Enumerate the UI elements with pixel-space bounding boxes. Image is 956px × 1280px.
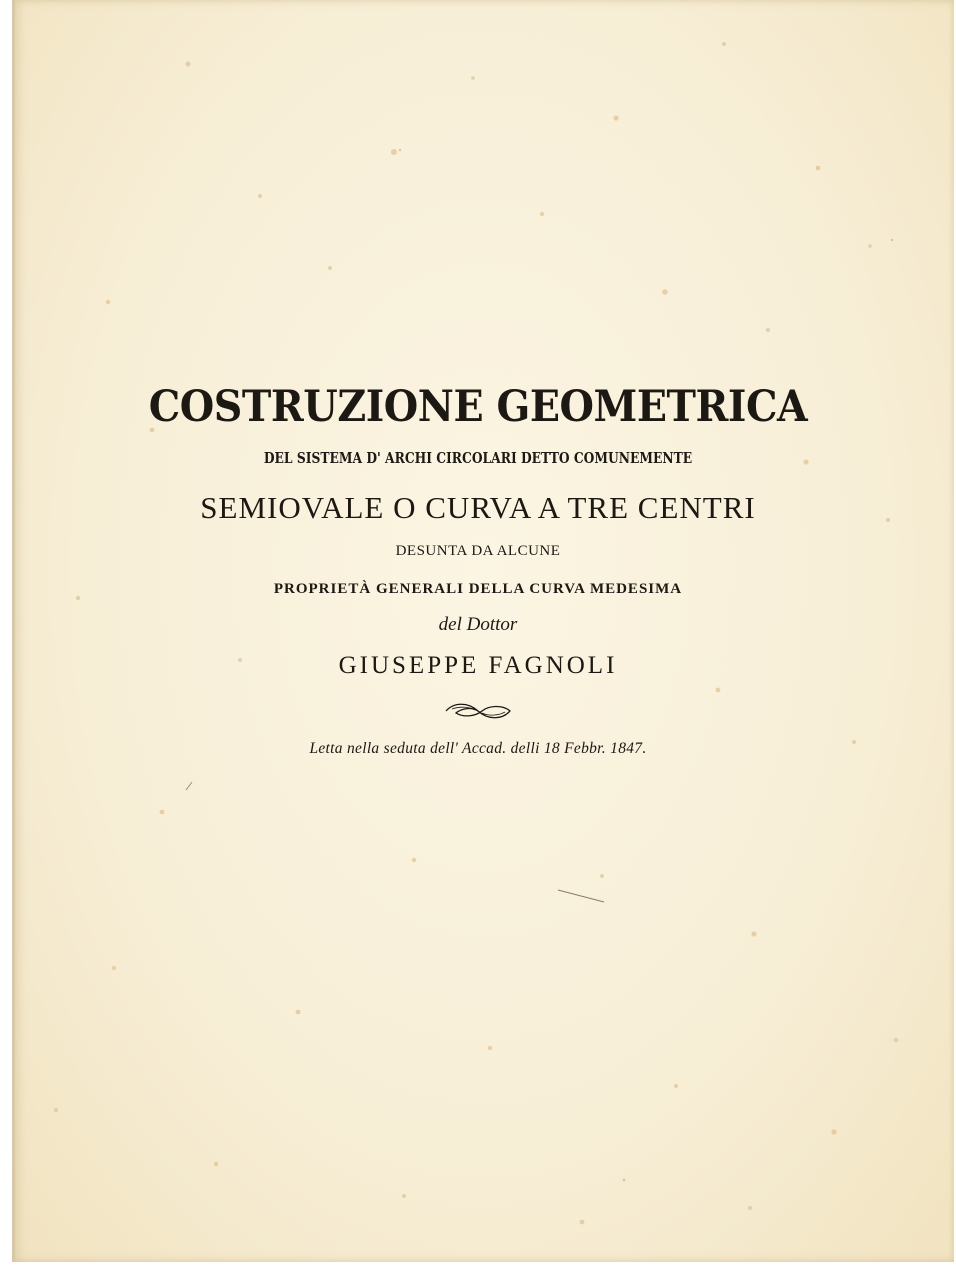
subtitle-line-1: DEL SISTEMA D' ARCHI CIRCOLARI DETTO COMUNEMENTE <box>263 449 693 467</box>
subtitle-line-2: SEMIOVALE O CURVA A TRE CENTRI <box>200 490 756 525</box>
subtitle-line-3: DESUNTA DA ALCUNE <box>395 543 561 559</box>
reading-note: Letta nella seduta dell' Accad. delli 18 Febbr. 1847. <box>309 740 647 757</box>
byline: del Dottor <box>438 614 518 635</box>
subtitle-line-4: PROPRIETÀ GENERALI DELLA CURVA MEDESIMA <box>273 581 683 597</box>
flourish-ornament-icon <box>442 698 514 724</box>
main-title: COSTRUZIONE GEOMETRICA <box>148 382 808 432</box>
title-block <box>0 372 956 760</box>
author-name: GIUSEPPE FAGNOLI <box>338 652 618 679</box>
